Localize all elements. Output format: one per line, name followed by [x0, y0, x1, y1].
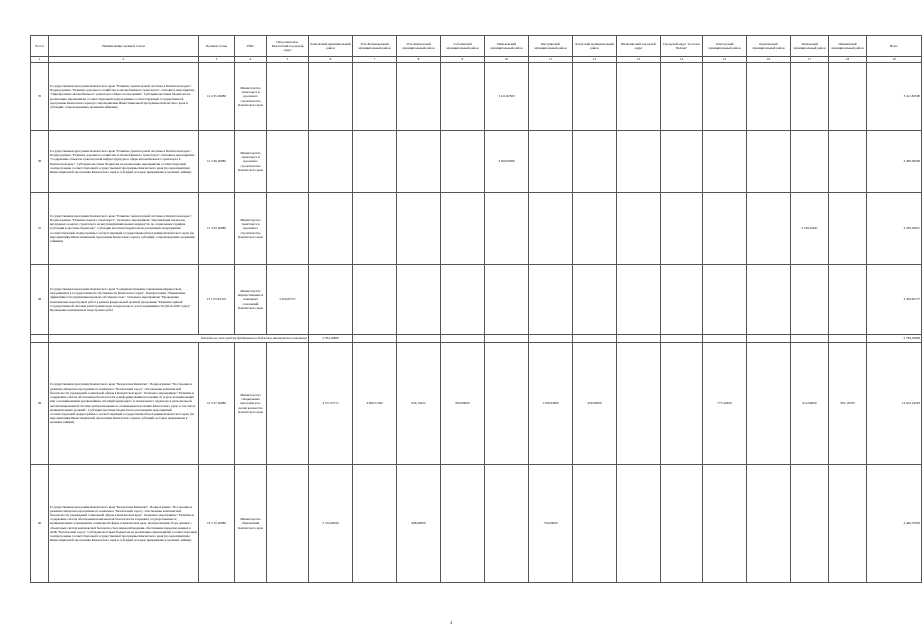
value-cell: [309, 131, 353, 193]
column-number: 7: [353, 57, 397, 63]
grbs-cell: Министерство специальных программ и по делам казачества Камчатского края: [235, 343, 267, 465]
value-cell: [661, 265, 703, 335]
code-cell: 12 2 06 40080: [199, 131, 235, 193]
value-cell: [529, 335, 573, 343]
column-header: Вилючинский городской округ: [617, 36, 661, 57]
value-cell: [397, 335, 441, 343]
column-header: Мильковский муниципальный район: [485, 36, 529, 57]
value-cell: [309, 63, 353, 131]
value-cell: [747, 63, 791, 131]
value-cell: [747, 265, 791, 335]
table-row: [31, 465, 922, 583]
value-cell: [617, 193, 661, 265]
column-number: 5: [267, 57, 309, 63]
value-cell: [353, 465, 397, 583]
value-cell: [661, 193, 703, 265]
column-number: 10: [485, 57, 529, 63]
column-header: Усть-Камчатский муниципальный район: [397, 36, 441, 57]
column-header: Городской округ "поселок Палана": [661, 36, 703, 57]
value-cell: 3 239,29047: [791, 193, 829, 265]
grbs-cell: Министерство транспорта и дорожного строительства Камчатского края: [235, 63, 267, 131]
value-cell: [661, 335, 703, 343]
table-row: [31, 343, 922, 465]
column-number: 17: [791, 57, 829, 63]
subtotal-row: [31, 335, 922, 343]
column-header: ГРБС: [235, 36, 267, 57]
column-number: 1: [31, 57, 49, 63]
value-cell: [441, 265, 485, 335]
row-number-cell: 38: [31, 265, 49, 335]
value-cell: [353, 265, 397, 335]
column-header: Быстринский муниципальный район: [529, 36, 573, 57]
value-cell: [573, 265, 617, 335]
value-cell: [573, 131, 617, 193]
value-cell: 3 459,65757: [267, 265, 309, 335]
value-cell: [485, 465, 529, 583]
row-number-cell: [31, 335, 49, 343]
value-cell: 3 400,00000: [485, 131, 529, 193]
value-cell: [441, 465, 485, 583]
value-cell: [791, 63, 829, 131]
total-cell: 2 784,18600: [867, 335, 922, 343]
value-cell: [791, 335, 829, 343]
row-number-cell: 35: [31, 63, 49, 131]
value-cell: [529, 131, 573, 193]
column-number: 16: [747, 57, 791, 63]
value-cell: [661, 343, 703, 465]
value-cell: 4 577,25771: [309, 343, 353, 465]
value-cell: 2 722,46020: [309, 465, 353, 583]
column-number: 13: [617, 57, 661, 63]
value-cell: [703, 63, 747, 131]
value-cell: 4 960,51300: [353, 343, 397, 465]
table-row: [31, 63, 922, 131]
value-cell: [529, 193, 573, 265]
value-cell: 981,16700: [829, 343, 867, 465]
column-header: Усть-Большерецкий муниципальный район: [353, 36, 397, 57]
row-number-cell: 39: [31, 343, 49, 465]
total-cell: 3 400,00000: [867, 131, 922, 193]
value-cell: [573, 465, 617, 583]
column-number: 3: [199, 57, 235, 63]
column-header: Елизовский муниципальный район: [309, 36, 353, 57]
value-cell: [617, 335, 661, 343]
value-cell: 750,00000: [529, 465, 573, 583]
value-cell: [829, 265, 867, 335]
value-cell: [829, 63, 867, 131]
value-cell: [829, 193, 867, 265]
column-number: 12: [573, 57, 617, 63]
column-header: Петропавловск-Камчатский городской округ: [267, 36, 309, 57]
description-cell: Государственная программа Камчатского края "Развитие транспортной системы в Камчатском крае". Подпрограмма "Развитие дорожного хозяйства и автомобильного транспорта". Основное мероприятие "Содержание объектов транспортной инфраструктуры в сфере автомобильного транспорта в Камчатском крае". Субсидии местным бюджетам на реализацию мероприятия соответствующей подпрограммы соответствующей государственной программы Камчатского края (по мероприятиям Инвестиционной программы Камчатского края и субсидий, которые приравнены к целевым займам): [49, 131, 199, 193]
value-cell: [703, 265, 747, 335]
grbs-cell: Министерство транспорта и дорожного строительства Камчатского края: [235, 193, 267, 265]
value-cell: [573, 335, 617, 343]
value-cell: 2 784,18600: [309, 335, 353, 343]
value-cell: [353, 131, 397, 193]
value-cell: 968,09000: [397, 465, 441, 583]
value-cell: [703, 131, 747, 193]
value-cell: [485, 343, 529, 465]
header-row: [31, 36, 922, 57]
column-header: Наименование целевой статьи: [49, 36, 199, 57]
description-cell: Государственная программа Камчатского края "Развитие транспортной системы в Камчатском крае". Подпрограмма "Развитие водного транспорта". Основное мероприятие "Организация перевозок внутреннего водного транспорта на внутримуниципальных маршрутах по социальным тарифам (субсидии в местные бюджеты)". Субсидии местным бюджетам на реализацию мероприятия соответствующей подпрограммы соответствующей государственной программы Камчатского края (по мероприятиям Инвестиционной программы Камчатского края и субсидий, сопровождаемых целевыми займами): [49, 193, 199, 265]
value-cell: [485, 335, 529, 343]
value-cell: [397, 131, 441, 193]
column-number: 9: [441, 57, 485, 63]
column-header: Всего: [867, 36, 922, 57]
value-cell: [441, 131, 485, 193]
value-cell: [441, 193, 485, 265]
value-cell: [267, 343, 309, 465]
column-header: Олюторский муниципальный район: [703, 36, 747, 57]
value-cell: [791, 465, 829, 583]
value-cell: 3 411,82500: [485, 63, 529, 131]
description-cell: Государственная программа Камчатского края "Совершенствование управления имуществом, находящимся в государственной собственности Камчатского края". Подпрограмма "Повышение эффективности управления краевой собственностью". Основное мероприятие "Проведение комплексных кадастровых работ в рамках федеральной целевой программы "Развитие единой государственной системы регистрации прав и кадастрового учета недвижимости (2014-2020 годы)". Проведение комплексных кадастровых работ: [49, 265, 199, 335]
value-cell: [441, 335, 485, 343]
code-cell: 12 2 05 40080: [199, 63, 235, 131]
description-cell: Государственная программа Камчатского края "Безопасная Камчатка". Подпрограмма "Построение и развитие аппаратно-программного комплекса "Безопасный город", обеспечение комплексной безопасности учреждений социальной сферы в Камчатском крае". Основное мероприятие "Развитие и содержание систем обеспечения безопасности и информирования населения об угрозе возникновения или о возникновении чрезвычайных ситуаций природного и техногенного характера в региональной автоматизированной системе централизованного оповещения населения Камчатского края, в том числе муниципальных уровней". Субсидии местным бюджетам на реализацию мероприятий соответствующей подпрограммы соответствующей государственной программы Камчатского края (по мероприятиям Инвестиционной программы Камчатского края и субсидий, которые приравнены к целевым займам): [49, 343, 199, 465]
column-number: 18: [829, 57, 867, 63]
value-cell: [661, 131, 703, 193]
value-cell: [703, 193, 747, 265]
value-cell: [747, 343, 791, 465]
value-cell: 624,15622: [397, 343, 441, 465]
column-header: Карагинский муниципальный район: [747, 36, 791, 57]
value-cell: [829, 335, 867, 343]
value-cell: [791, 131, 829, 193]
column-number: 19: [867, 57, 922, 63]
value-cell: [617, 343, 661, 465]
column-number: 6: [309, 57, 353, 63]
value-cell: [485, 193, 529, 265]
value-cell: [661, 63, 703, 131]
value-cell: [661, 465, 703, 583]
grbs-cell: Министерство транспорта и дорожного строительства Камчатского края: [235, 131, 267, 193]
total-cell: 3 239,29047: [867, 193, 922, 265]
column-number: 14: [661, 57, 703, 63]
value-cell: [747, 193, 791, 265]
column-header: Тигильский муниципальный район: [791, 36, 829, 57]
value-cell: [617, 465, 661, 583]
table-row: [31, 265, 922, 335]
row-number-cell: 40: [31, 465, 49, 583]
page-number: 4: [450, 620, 452, 625]
column-header: Пенжинский муниципальный район: [829, 36, 867, 57]
value-cell: [267, 131, 309, 193]
column-number: 4: [235, 57, 267, 63]
value-cell: [397, 265, 441, 335]
value-cell: 777,44300: [703, 343, 747, 465]
value-cell: 1 059,64000: [529, 343, 573, 465]
value-cell: 600,00000: [441, 343, 485, 465]
column-number: 2: [49, 57, 199, 63]
value-cell: [747, 465, 791, 583]
code-cell: 16 3 10 40080: [199, 465, 235, 583]
total-cell: 14 052,24293: [867, 343, 922, 465]
value-cell: [529, 63, 573, 131]
value-cell: [703, 465, 747, 583]
value-cell: [485, 265, 529, 335]
value-cell: [353, 193, 397, 265]
column-number: 8: [397, 57, 441, 63]
value-cell: [573, 193, 617, 265]
value-cell: [617, 63, 661, 131]
value-cell: [573, 63, 617, 131]
value-cell: [267, 193, 309, 265]
value-cell: [267, 465, 309, 583]
value-cell: [703, 335, 747, 343]
column-header: Алеутский муниципальный район: [573, 36, 617, 57]
value-cell: [829, 131, 867, 193]
column-header: Целевая статья: [199, 36, 235, 57]
value-cell: [397, 193, 441, 265]
table-row: [31, 131, 922, 193]
subtotal-label: Расходы за счет средств федерального бюджета материнского капитала: [49, 335, 309, 343]
value-cell: [397, 63, 441, 131]
table-body: [31, 63, 922, 583]
value-cell: 450,00000: [573, 343, 617, 465]
value-cell: [617, 131, 661, 193]
row-number-cell: 37: [31, 193, 49, 265]
value-cell: [829, 465, 867, 583]
value-cell: [309, 193, 353, 265]
value-cell: [747, 335, 791, 343]
description-cell: Государственная программа Камчатского края "Безопасная Камчатка". Подпрограмма "Построение и развитие аппаратно-программного комплекса "Безопасный город", обеспечение комплексной безопасности учреждений социальной сферы в Камчатском крае". Основное мероприятие "Развитие и содержание систем обеспечения комплексной безопасности в краевых государственных и муниципальных учреждениях социальной сферы в Камчатском крае. Централизация сбора данных с объектовых систем комплексной безопасности и видеонаблюдения, обеспечение передачи данных в АПК "Безопасный город". Субсидии местным бюджетам на реализацию мероприятий соответствующей подпрограммы соответствующей государственной программы Камчатского края (по мероприятиям Инвестиционной программы Камчатского края и субсидий, которые приравнены к целевым займам): [49, 465, 199, 583]
value-cell: [353, 63, 397, 131]
value-cell: [353, 335, 397, 343]
grbs-cell: Министерство имущественных и земельных отношений Камчатского края: [235, 265, 267, 335]
column-header: № п/п: [31, 36, 49, 57]
code-cell: 13 1 03 R5110: [199, 265, 235, 335]
value-cell: [441, 63, 485, 131]
value-cell: [529, 265, 573, 335]
value-cell: [791, 265, 829, 335]
table-row: [31, 193, 922, 265]
value-cell: 612,94600: [791, 343, 829, 465]
column-header: Соболевский муниципальный район: [441, 36, 485, 57]
row-number-cell: 36: [31, 131, 49, 193]
code-cell: 16 3 07 40080: [199, 343, 235, 465]
value-cell: [617, 265, 661, 335]
value-cell: [267, 63, 309, 131]
code-cell: 12 3 02 40080: [199, 193, 235, 265]
column-number: 11: [529, 57, 573, 63]
total-cell: 3 411,82500: [867, 63, 922, 131]
column-number: 15: [703, 57, 747, 63]
value-cell: [309, 265, 353, 335]
value-cell: [747, 131, 791, 193]
grbs-cell: Министерство образования Камчатского края: [235, 465, 267, 583]
budget-table: [30, 35, 922, 583]
total-cell: 3 459,65757: [867, 265, 922, 335]
total-cell: 4 440,55950: [867, 465, 922, 583]
description-cell: Государственная программа Камчатского края "Развитие транспортной системы в Камчатском крае". Подпрограмма "Развитие дорожного хозяйства и автомобильного транспорта". Основное мероприятие "Приобретение автомобильного транспорта общего пользования". Субсидии местным бюджетам на реализацию мероприятия соответствующей подпрограммы соответствующей государственной программы Камчатского края (по мероприятиям Инвестиционной программы Камчатского края и субсидий, сопровождаемых целевыми займами): [49, 63, 199, 131]
